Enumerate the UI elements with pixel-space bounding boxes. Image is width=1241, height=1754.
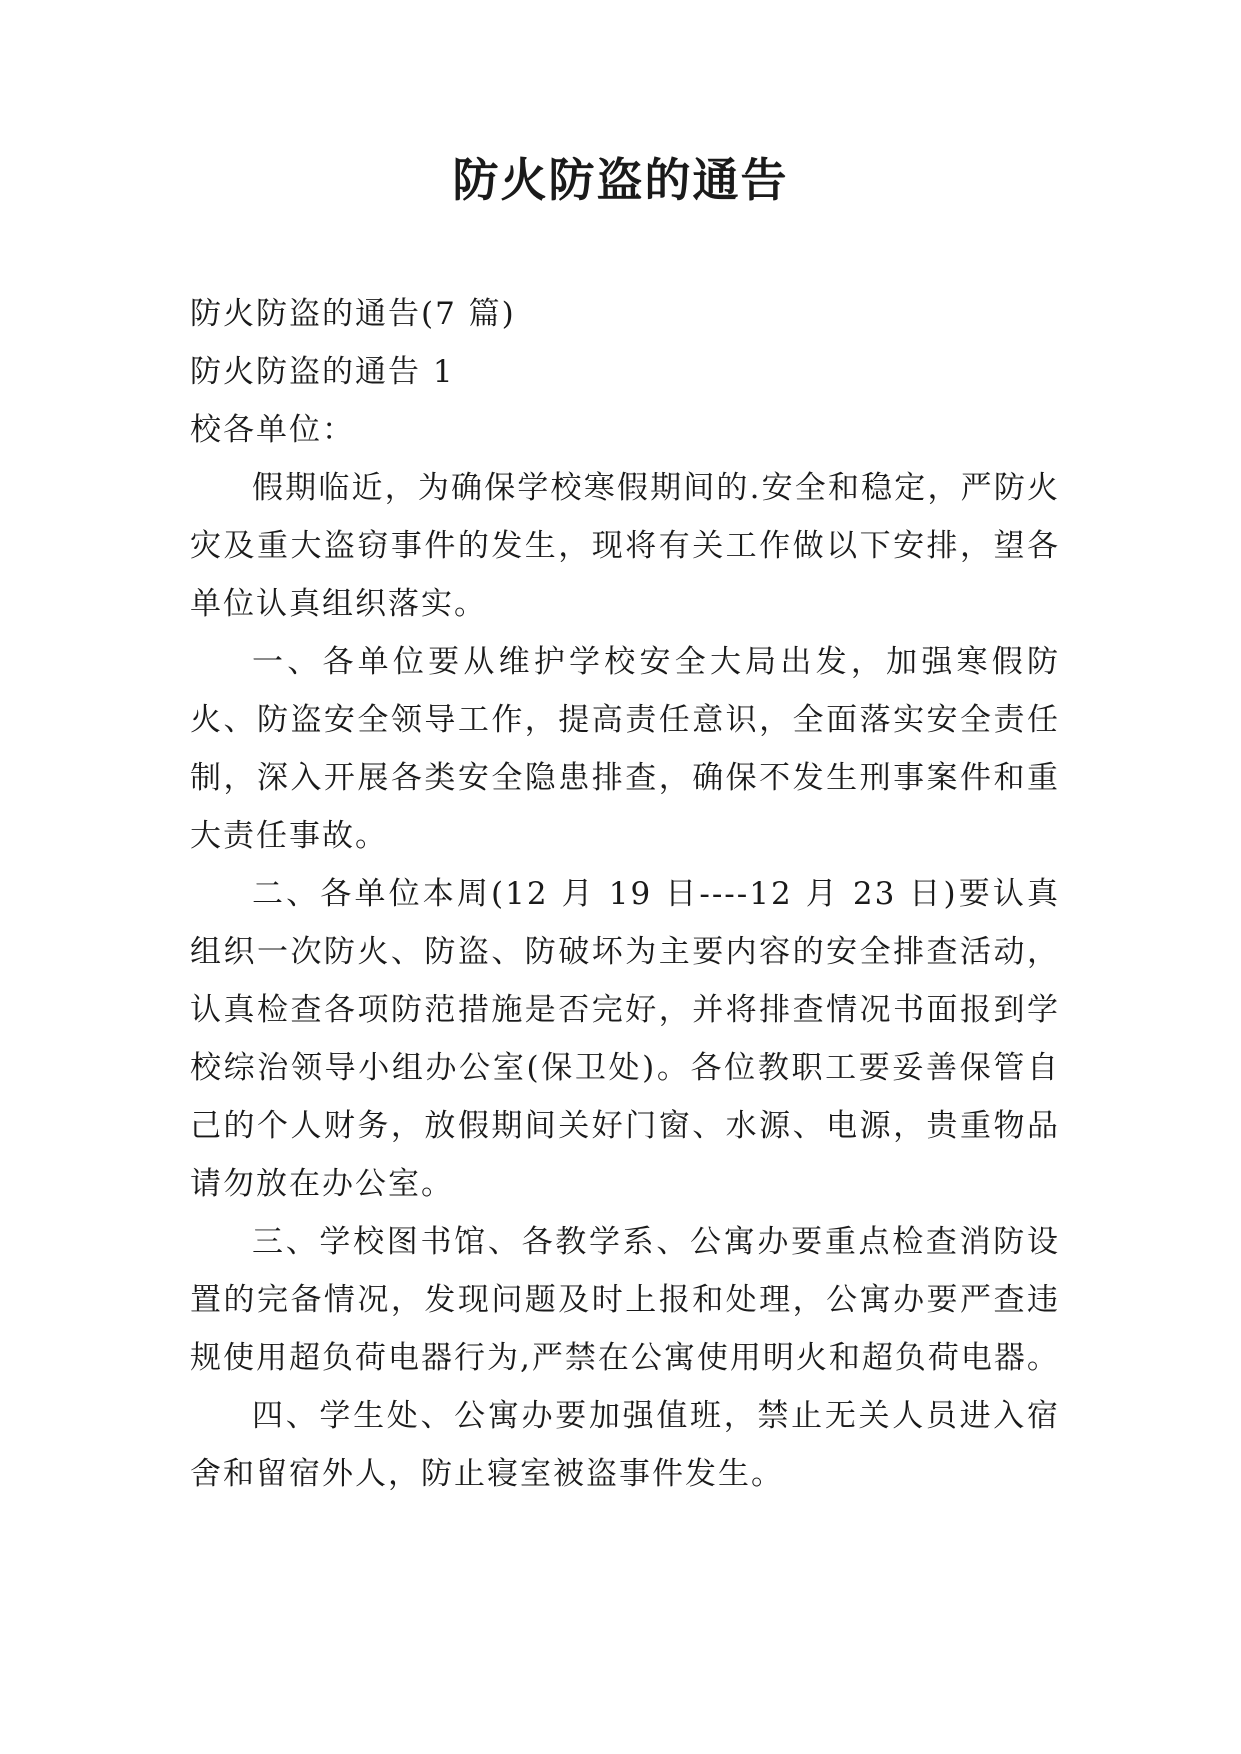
paragraph-intro: 假期临近，为确保学校寒假期间的.安全和稳定，严防火灾及重大盗窃事件的发生，现将有关工作做以下安排，望各单位认真组织落实。	[190, 470, 1060, 622]
section-heading: 防火防盗的通告 1	[190, 354, 455, 390]
paragraph-item-2: 二、各单位本周(12 月 19 日----12 月 23 日)要认真组织一次防火、防盗、防破坏为主要内容的安全排查活动，认真检查各项防范措施是否完好，并将排查情况书面报到学校综治领导小组办公室(保卫处)。各位教职工要妥善保管自己的个人财务，放假期间关好门窗、水源、电源，贵重物品请勿放在办公室。	[190, 876, 1060, 1202]
document-body	[190, 285, 1060, 1503]
document-subtitle: 防火防盗的通告(7 篇)	[190, 296, 516, 332]
paragraph-item-3: 三、学校图书馆、各教学系、公寓办要重点检查消防设置的完备情况，发现问题及时上报和处理，公寓办要严查违规使用超负荷电器行为,严禁在公寓使用明火和超负荷电器。	[190, 1224, 1060, 1376]
salutation: 校各单位：	[190, 412, 355, 448]
document-title: 防火防盗的通告	[452, 153, 789, 207]
paragraph-item-4: 四、学生处、公寓办要加强值班，禁止无关人员进入宿舍和留宿外人，防止寝室被盗事件发生。	[190, 1398, 1060, 1492]
paragraph-item-1: 一、各单位要从维护学校安全大局出发，加强寒假防火、防盗安全领导工作，提高责任意识，全面落实安全责任制，深入开展各类安全隐患排查，确保不发生刑事案件和重大责任事故。	[190, 644, 1060, 854]
